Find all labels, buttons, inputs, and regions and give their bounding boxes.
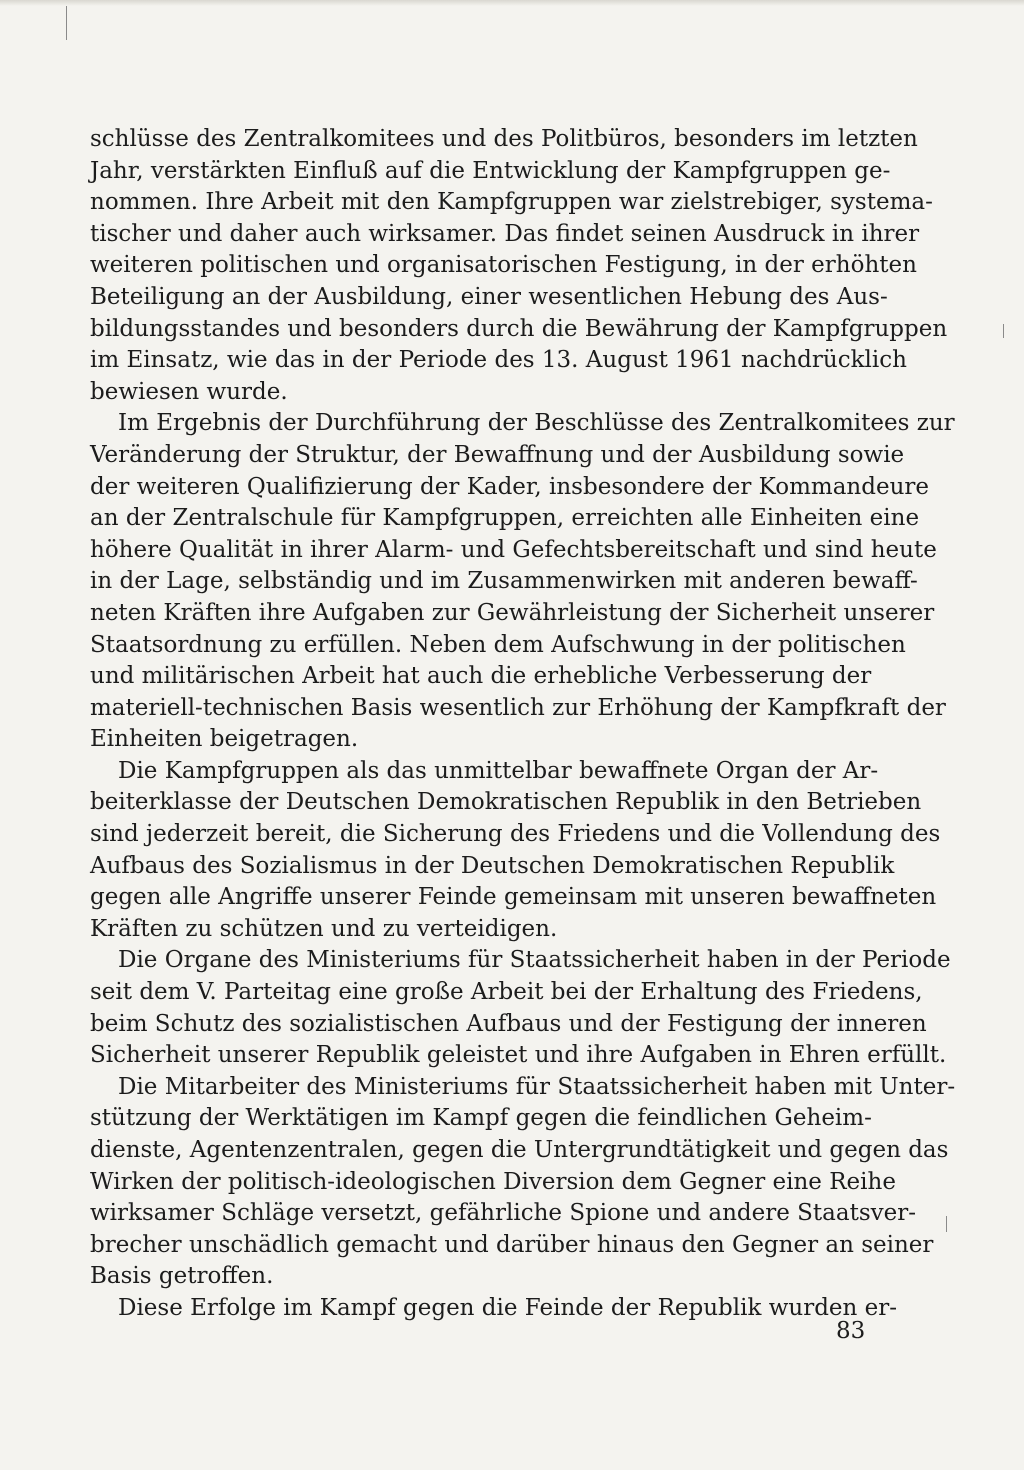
text-line: schlüsse des Zentralkomitees und des Politbüros, besonders im letzten xyxy=(90,126,918,152)
text-line: höhere Qualität in ihrer Alarm- und Gefechtsbereitschaft und sind heute xyxy=(90,536,937,563)
text-line: und militärischen Arbeit hat auch die erhebliche Verbesserung der xyxy=(90,663,872,690)
text-line: brecher unschädlich gemacht und darüber hinaus den Gegner an seiner xyxy=(90,1231,934,1258)
document-page xyxy=(90,124,956,1325)
text-line: nommen. Ihre Arbeit mit den Kampfgruppen war zielstrebiger, systema- xyxy=(90,189,933,216)
text-line: der weiteren Qualifizierung der Kader, insbesondere der Kommandeure xyxy=(90,473,929,500)
text-line: Basis getroffen. xyxy=(90,1263,274,1290)
text-line: tischer und daher auch wirksamer. Das findet seinen Ausdruck in ihrer xyxy=(90,220,920,247)
text-line: Jahr, verstärkten Einfluß auf die Entwicklung der Kampfgruppen ge- xyxy=(90,157,891,184)
text-line: dienste, Agentenzentralen, gegen die Untergrundtätigkeit und gegen das xyxy=(90,1137,949,1163)
text-line: Beteiligung an der Ausbildung, einer wesentlichen Hebung des Aus- xyxy=(90,283,888,310)
text-line: bildungsstandes und besonders durch die Bewährung der Kampfgruppen xyxy=(90,315,948,342)
text-line: weiteren politischen und organisatorischen Festigung, in der erhöhten xyxy=(90,252,917,279)
text-line: Aufbaus des Sozialismus in der Deutschen Demokratischen Republik xyxy=(90,852,895,879)
text-line: Veränderung der Struktur, der Bewaffnung und der Ausbildung sowie xyxy=(90,441,905,468)
text-line: gegen alle Angriffe unserer Feinde gemeinsam mit unseren bewaffneten xyxy=(90,884,937,911)
text-line: sind jederzeit bereit, die Sicherung des Friedens und die Vollendung des xyxy=(90,821,941,848)
text-line: materiell-technischen Basis wesentlich zur Erhöhung der Kampfkraft der xyxy=(90,694,946,721)
text-line: Diese Erfolge im Kampf gegen die Feinde der Republik wurden er- xyxy=(118,1294,898,1321)
text-line: Staatsordnung zu erfüllen. Neben dem Aufschwung in der politischen xyxy=(90,631,906,658)
text-line: beim Schutz des sozialistischen Aufbaus und der Festigung der inneren xyxy=(90,1010,927,1037)
text-line: Kräften zu schützen und zu verteidigen. xyxy=(90,915,558,942)
page-number: 83 xyxy=(836,1318,866,1344)
text-line: Im Ergebnis der Durchführung der Beschlüsse des Zentralkomitees zur xyxy=(118,410,955,437)
text-line: Wirken der politisch-ideologischen Diversion dem Gegner eine Reihe xyxy=(90,1168,896,1195)
scan-mark-right xyxy=(1003,324,1004,338)
text-line: in der Lage, selbständig und im Zusammenwirken mit anderen bewaff- xyxy=(90,568,918,595)
scan-mark-right-lower xyxy=(946,1216,947,1232)
scan-top-edge xyxy=(0,0,1024,6)
text-line: wirksamer Schläge versetzt, gefährliche Spione und andere Staatsver- xyxy=(90,1200,917,1227)
text-line: Die Mitarbeiter des Ministeriums für Staatssicherheit haben mit Unter- xyxy=(118,1073,956,1100)
text-line: seit dem V. Parteitag eine große Arbeit bei der Erhaltung des Friedens, xyxy=(90,979,923,1006)
text-line: beiterklasse der Deutschen Demokratischen Republik in den Betrieben xyxy=(90,789,922,816)
text-line: Sicherheit unserer Republik geleistet und ihre Aufgaben in Ehren erfüllt. xyxy=(90,1042,947,1069)
text-line: bewiesen wurde. xyxy=(90,378,288,405)
scan-mark-left xyxy=(66,6,67,40)
text-line: Die Kampfgruppen als das unmittelbar bewaffnete Organ der Ar- xyxy=(118,757,879,784)
text-line: Einheiten beigetragen. xyxy=(90,726,359,753)
text-line: im Einsatz, wie das in der Periode des 13. August 1961 nachdrücklich xyxy=(90,347,907,374)
text-line: stützung der Werktätigen im Kampf gegen die feindlichen Geheim- xyxy=(90,1105,872,1132)
body-text xyxy=(90,124,956,1325)
text-line: neten Kräften ihre Aufgaben zur Gewährleistung der Sicherheit unserer xyxy=(90,599,935,626)
text-line: an der Zentralschule für Kampfgruppen, erreichten alle Einheiten eine xyxy=(90,505,920,532)
text-line: Die Organe des Ministeriums für Staatssicherheit haben in der Periode xyxy=(118,947,951,974)
